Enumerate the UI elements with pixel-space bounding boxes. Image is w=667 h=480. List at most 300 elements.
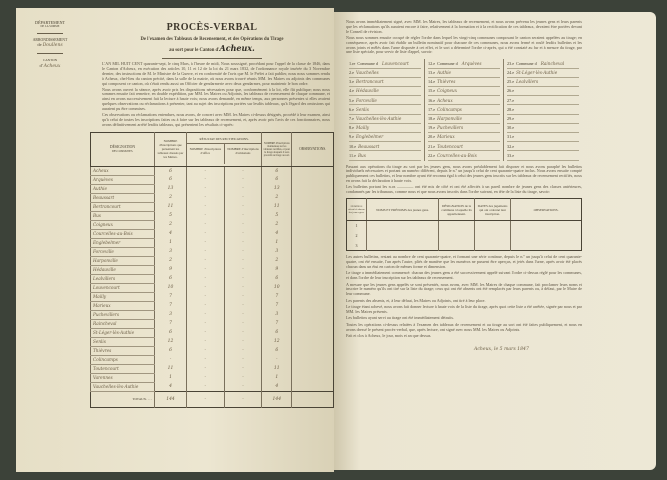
row-number: 3 (355, 242, 358, 248)
commune-name: Vauchelles-lès-Authie (91, 382, 155, 391)
observation-cell (292, 328, 334, 337)
omis-count: - (224, 184, 262, 193)
empty-cell (367, 221, 439, 231)
observation-cell (292, 364, 334, 373)
commune-order-item (349, 151, 421, 160)
empty-cell (367, 241, 439, 251)
omis-count: - (224, 364, 262, 373)
observation-cell (292, 283, 334, 292)
table-row (91, 238, 334, 247)
observation-cell (292, 346, 334, 355)
empty-cell (367, 231, 439, 241)
maintenus-count: 3 (262, 247, 292, 256)
office-count: - (187, 175, 225, 184)
office-count: - (187, 184, 225, 193)
commune-name: Acheux (91, 166, 155, 175)
commune-order-item (428, 78, 500, 87)
inscrits-count: 4 (155, 229, 187, 238)
commune-name: Louvencourt (382, 60, 409, 66)
office-count: - (187, 247, 225, 256)
paragraph: Les bulletins portant les n.os ———— ont été mis de côté et ont été affectés à un pareil nombre de jeunes gens des classes antérieures, condamnés par les tribunaux, comme nous et que nous avons inscrits dans l'ordre suivant, en tête de la liste du tirage, savoir: (346, 184, 582, 195)
commune-name: Vauchelles (356, 70, 379, 76)
commune-order-item (349, 59, 421, 68)
commune-label: Commune d (516, 60, 537, 66)
right-bottom-text (346, 255, 582, 341)
order-number: 21.e (428, 143, 436, 149)
order-number: 2.e (349, 70, 354, 76)
commune-name: Senlis (356, 106, 369, 112)
commune-order-item (507, 87, 579, 96)
commune-order-item (428, 69, 500, 78)
commune-name: Arquèves (461, 60, 482, 66)
omis-count: - (224, 166, 262, 175)
total-label: TOTAUX. . . . (132, 397, 152, 402)
inscrits-count: 6 (155, 274, 187, 283)
col-dates: DATES des jugements qui ont ordonné leur inscription. (475, 199, 511, 221)
recensement-table (90, 132, 334, 408)
observation-cell (292, 256, 334, 265)
commune-label: Commune d (437, 60, 458, 66)
commune-name: Hédauville (356, 88, 379, 94)
col-numeros: NUMÉROS affectés à chacun des jeunes gens. (347, 199, 367, 221)
table-row (91, 175, 334, 184)
commune-order-item (507, 69, 579, 78)
table-row (91, 247, 334, 256)
inscrits-count: 6 (155, 346, 187, 355)
canton-label: CANTON (42, 58, 58, 63)
commune-order-item (349, 69, 421, 78)
commune-order-item (428, 115, 500, 124)
empty-cell (511, 241, 582, 251)
inscrits-count: 12 (155, 337, 187, 346)
paragraph: Les autres bulletins, restant au nombre de cent quarante-quatre, et formant une série continue, depuis le n.º un jusqu'à celui de cent quarante-quatre, ont été ensuite, l'un après l'autre, pliés de manière que les numéros ne pussent être aperçus, et jetés dans l'urne, après avoir été placés chacun dans un étui en carton de mêmes forme et dimension. (346, 254, 582, 269)
maintenus-count: 6 (262, 328, 292, 337)
commune-name: Thièvres (91, 346, 155, 355)
col-noms: NOMS ET PRÉNOMS des jeunes gens. (367, 199, 439, 221)
office-count: - (187, 193, 225, 202)
table-row (91, 283, 334, 292)
commune-order-item (428, 96, 500, 105)
office-count: - (187, 256, 225, 265)
office-count: - (187, 292, 225, 301)
inscrits-count: 11 (155, 364, 187, 373)
commune-order-item (507, 115, 579, 124)
office-count: - (187, 283, 225, 292)
table-row (91, 319, 334, 328)
inscrits-count: 1 (155, 373, 187, 382)
commune-name: Colincamps (91, 355, 155, 364)
commune-name: Vauchelles-lès-Authie (356, 116, 402, 122)
maintenus-count: 1 (262, 373, 292, 382)
col-omis: NOMBRE d'inscriptions d'omissions (227, 146, 259, 155)
observation-cell (292, 184, 334, 193)
commune-column (346, 59, 425, 160)
inscrits-count: 2 (155, 256, 187, 265)
order-number: 7.e (349, 116, 354, 122)
commune-name: Puchevillers (437, 125, 464, 131)
commune-name: Senlis (91, 337, 155, 346)
inscrits-count: 11 (155, 202, 187, 211)
maintenus-count: 7 (262, 292, 292, 301)
maintenus-count: 2 (262, 193, 292, 202)
col-maintenus: NOMBRE d'inscriptions maintenues sur les tableaux rectifiés, et pour le tirage desquels il sera procédé au tirage au sort. (262, 132, 292, 166)
commune-name: Mailly (91, 292, 155, 301)
empty-cell (439, 221, 475, 231)
commune-name: Varennes (91, 373, 155, 382)
table-row (91, 301, 334, 310)
order-number: 31.e (507, 134, 515, 140)
order-number: 9.e (349, 134, 354, 140)
col-observations: OBSERVATIONS. (292, 132, 334, 166)
maintenus-count: - (262, 355, 292, 364)
omis-count: - (224, 355, 262, 364)
omis-count: - (224, 346, 262, 355)
commune-order-item (428, 59, 500, 68)
empty-cell (475, 231, 511, 241)
order-number: 24.e (507, 70, 515, 76)
order-number: 17.e (428, 106, 436, 112)
subtitle (90, 37, 334, 56)
total-omis: - (224, 391, 262, 407)
empty-cell (439, 231, 475, 241)
commune-order-item (349, 96, 421, 105)
office-count: - (187, 355, 225, 364)
maintenus-count: 12 (262, 337, 292, 346)
empty-cell (511, 221, 582, 231)
omis-count: - (224, 211, 262, 220)
observation-cell (292, 292, 334, 301)
commune-name: Marieux (437, 134, 455, 140)
commune-name: Bus (357, 152, 366, 158)
inscrits-count: 2 (155, 193, 187, 202)
inscrits-count: 4 (155, 382, 187, 391)
commune-name: Courcelles-au-Bois (91, 229, 155, 238)
inscrits-count: 6 (155, 328, 187, 337)
maintenus-count: 9 (262, 265, 292, 274)
commune-name: Bus (91, 211, 155, 220)
subtitle-line-2: au sort pour le Canton d' (169, 48, 220, 53)
table-row (91, 166, 334, 175)
commune-name: Marieux (91, 301, 155, 310)
table-row (91, 292, 334, 301)
divider (37, 33, 63, 34)
inscrits-count: 13 (155, 184, 187, 193)
order-number: 11.e (349, 152, 356, 158)
office-count: - (187, 310, 225, 319)
row-number: 2 (355, 233, 358, 239)
empty-cell (439, 241, 475, 251)
inscrits-count: 7 (155, 292, 187, 301)
observation-cell (292, 337, 334, 346)
commune-label: Commune d (357, 60, 378, 66)
page-title: PROCÈS-VERBAL (166, 22, 258, 33)
commune-column (425, 59, 504, 160)
order-number: 12.e (428, 60, 436, 66)
arrondissement-value: Doullens (42, 43, 63, 49)
maintenus-count: 6 (262, 175, 292, 184)
paragraph: Toutes les opérations ci-dessus relatées à l'examen des tableaux de recensement et au tirage au sort ont été faites publiquement, et nous en avons dressé le présent procès-verbal, que, après lecture, ont signé avec nous MM. les Maires ou Adjoints. (346, 321, 582, 332)
omis-count: - (224, 382, 262, 391)
commune-order-item (428, 87, 500, 96)
right-mid-text (346, 165, 582, 195)
commune-name: Thièvres (437, 79, 456, 85)
omis-count: - (224, 373, 262, 382)
omis-count: - (224, 292, 262, 301)
canton-prefix: d' (39, 62, 43, 68)
commune-order-item (349, 115, 421, 124)
paragraph: Nous nous sommes ensuite occupé de régler l'ordre dans lequel les vingt-cinq communes composant le canton seraient appelées au tirage; en conséquence, après avoir fait établir un bulletin nominatif pour chacune de ces communes, nous avons fermé et roulé lesdits bulletins et les avons joints et mêlés dans l'urne disposée à cet effet, et le sort a déterminé l'ordre ci-après, qui a été constaté au fur et à mesure du tirage, par une liste spéciale, pour servir de liste d'appel, savoir: (346, 34, 582, 55)
observation-cell (292, 274, 334, 283)
inscrits-count: 1 (155, 238, 187, 247)
order-number: 28.e (507, 106, 515, 112)
commune-name: Raincheval (91, 319, 155, 328)
omis-count: - (224, 283, 262, 292)
order-number: 26.e (507, 88, 515, 94)
commune-order-item (507, 78, 579, 87)
maintenus-count: 7 (262, 319, 292, 328)
canton-handwritten: Acheux. (219, 43, 255, 53)
observation-cell (292, 229, 334, 238)
observation-cell (292, 166, 334, 175)
observation-cell (292, 382, 334, 391)
order-number: 20.e (428, 134, 436, 140)
signature: Acheux, le 5 mars 1847 (474, 346, 529, 352)
intro-text (90, 62, 334, 128)
maintenus-count: 6 (262, 346, 292, 355)
maintenus-count: 11 (262, 202, 292, 211)
order-number: 1.re (349, 60, 356, 66)
col-inscrits: NOMBRE d'inscriptions que présentent les tableaux dressés par les Maires. (155, 132, 187, 166)
arrondissement-prefix: de (37, 42, 42, 48)
commune-name: Beaussart (358, 143, 380, 149)
col-designation: DÉSIGNATION DES COMMUNES. (91, 132, 155, 166)
total-office: - (187, 391, 225, 407)
table-row (91, 346, 334, 355)
order-number: 29.e (507, 116, 515, 122)
observation-cell (292, 247, 334, 256)
table-row (347, 241, 582, 251)
observation-cell (292, 265, 334, 274)
inscrits-count: 5 (155, 211, 187, 220)
maintenus-count: 2 (262, 256, 292, 265)
commune-order-item (349, 78, 421, 87)
observation-cell (292, 301, 334, 310)
subtitle-line-1: De l'examen des Tableaux de Recensement, et des Opérations du Tirage (140, 37, 284, 42)
inscrits-count: 3 (155, 310, 187, 319)
commune-name: Bertrancourt (356, 79, 384, 85)
table-row (91, 328, 334, 337)
department-value: DE LA SOMME (40, 25, 60, 28)
order-number: 8.e (349, 125, 354, 131)
commune-name: Beaussart (91, 193, 155, 202)
total-maintenus: 144 (262, 391, 292, 407)
office-count: - (187, 211, 225, 220)
maintenus-count: 3 (262, 310, 292, 319)
office-count: - (187, 202, 225, 211)
maintenus-count: 6 (262, 274, 292, 283)
inscrits-count: 6 (155, 166, 187, 175)
commune-name: Authie (91, 184, 155, 193)
order-number: 19.e (428, 125, 436, 131)
commune-name: Toutencourt (437, 143, 463, 149)
commune-order-item (507, 142, 579, 151)
commune-name: Colincamps (437, 106, 462, 112)
arrondissement-label: ARRONDISSEMENT (32, 37, 68, 42)
inscrits-count: 2 (155, 220, 187, 229)
omis-count: - (224, 274, 262, 283)
order-number: 27.e (507, 97, 515, 103)
office-count: - (187, 220, 225, 229)
commune-name: Courcelles-au-Bois (437, 152, 477, 158)
order-number: 16.e (428, 97, 436, 103)
maintenus-count: 1 (262, 238, 292, 247)
order-number: 18.e (428, 116, 436, 122)
right-main-column (346, 20, 582, 353)
paragraph: A mesure que les jeunes gens appelés se sont présentés, nous avons, avec MM. les Maires de chaque commune, fait proclamer leurs noms et inscrire le numéro qu'ils ont tiré sur la liste du tirage; ceux qui ont été absents ont été remplacés par leurs parents ou, à défaut, par le Maire de leur commune. (346, 281, 582, 297)
table-row (347, 231, 582, 241)
omis-count: - (224, 310, 262, 319)
total-inscrits: 144 (155, 391, 187, 407)
office-count: - (187, 319, 225, 328)
row-number: 1 (355, 223, 358, 229)
table-row (91, 337, 334, 346)
commune-order-item (507, 105, 579, 114)
omis-count: - (224, 247, 262, 256)
commune-draw-order (346, 59, 582, 160)
table-row (91, 382, 334, 391)
commune-name: Puchevillers (91, 310, 155, 319)
commune-name: Englebelmer (91, 238, 155, 247)
order-number: 6.e (349, 106, 354, 112)
office-count: - (187, 301, 225, 310)
omis-count: - (224, 265, 262, 274)
omis-count: - (224, 256, 262, 265)
divider (162, 58, 262, 59)
inscrits-count: 6 (155, 175, 187, 184)
left-page (16, 8, 334, 472)
commune-name: Toutencourt (91, 364, 155, 373)
order-number: 10.e (349, 143, 357, 149)
observation-cell (292, 319, 334, 328)
commune-order-item (428, 151, 500, 160)
office-count: - (187, 166, 225, 175)
table-row (91, 211, 334, 220)
office-count: - (187, 328, 225, 337)
sidebar-admin (20, 20, 80, 70)
col-commune: DÉSIGNATION de la commune à laquelle ils appartiennent. (439, 199, 475, 221)
table-row (91, 373, 334, 382)
omis-count: - (224, 301, 262, 310)
order-number: 5.e (349, 97, 354, 103)
order-number: 25.e (507, 79, 515, 85)
maintenus-count: 4 (262, 382, 292, 391)
commune-name: Hédauville (91, 265, 155, 274)
commune-name: Acheux (437, 97, 453, 103)
observation-cell (292, 220, 334, 229)
observation-cell (292, 310, 334, 319)
commune-name: Lealvillers (91, 274, 155, 283)
paragraph: Les bulletins ayant servi au tirage ont été immédiatement détruits. (346, 315, 454, 321)
commune-name: Coigneux (437, 88, 458, 94)
commune-name: Authie (437, 70, 452, 76)
order-number: 23.e (507, 60, 515, 66)
commune-name: St-Léger-lès-Authie (516, 70, 558, 76)
commune-order-item (428, 142, 500, 151)
maintenus-count: 6 (262, 166, 292, 175)
right-page (334, 12, 656, 470)
table-row (91, 310, 334, 319)
maintenus-count: 11 (262, 364, 292, 373)
table-row (91, 193, 334, 202)
paragraph: Le tirage étant achevé, nous avons fait donner lecture à haute voix de la liste du tirage, après quoi cette liste a été arrêtée, signée par nous et par MM. les Maires présents. (346, 304, 582, 315)
table-row (91, 274, 334, 283)
observation-cell (292, 193, 334, 202)
commune-order-item (507, 96, 579, 105)
commune-order-item (428, 133, 500, 142)
commune-order-item (349, 87, 421, 96)
omis-count: - (224, 220, 262, 229)
commune-name: Coigneux (91, 220, 155, 229)
observation-cell (292, 238, 334, 247)
commune-order-item (349, 124, 421, 133)
commune-order-item (507, 133, 579, 142)
office-count: - (187, 373, 225, 382)
office-count: - (187, 274, 225, 283)
left-main-column (90, 22, 334, 408)
empty-cell (475, 241, 511, 251)
empty-cell (511, 231, 582, 241)
table-row (347, 221, 582, 231)
commune-order-item (507, 151, 579, 160)
inscrits-count: 9 (155, 265, 187, 274)
commune-name: Harponville (91, 256, 155, 265)
paragraph: Nous avons ouvert la séance, après avoir pris les dispositions nécessaires pour que, conformément à la loi, elle fût publique; nous nous sommes ensuite fait remettre, en double expédition, par MM. les Maires ou Adjoints, les tableaux de recensement de chaque commune, et ainsi en avons successivement fait la lecture à haute voix; nous avons demandé, en même temps, aux personnes présentes si elles avaient quelques observations ou réclamations à présenter, tant au sujet des inscriptions portées sur lesdits tableaux, qu'à l'égard des omissions qui auraient pu être commises. (102, 86, 330, 112)
paragraph: Ces observations ou réclamations entendues, nous avons, de concert avec MM. les Maires ci-dessus désignés, procédé à leur examen, ainsi qu'à celui de toutes les inscriptions faites ou à faire sur les tableaux de recensement, et, après avoir pris l'avis de ces fonctionnaires, nous avons définitivement arrêté lesdits tableaux, qui présentent les résultats ci-après: (102, 112, 330, 127)
inscrits-count: 7 (155, 301, 187, 310)
omis-count: - (224, 328, 262, 337)
jeunes-gens-table (346, 198, 582, 251)
office-count: - (187, 382, 225, 391)
commune-order-item (507, 124, 579, 133)
office-count: - (187, 238, 225, 247)
observation-cell (292, 202, 334, 211)
commune-name: Englebelmer (356, 134, 384, 140)
commune-order-item (349, 105, 421, 114)
col-rectifications: RÉSULTAT DES RECTIFICATIONS. NOMBRE d'inscriptions d'office NOMBRE d'inscriptions d'omissions (187, 132, 262, 166)
table-row (91, 220, 334, 229)
commune-order-item (428, 105, 500, 114)
paragraph: Fait et clos à Acheux, le jour, mois et an que dessus. (346, 333, 432, 339)
order-number: 33.e (507, 152, 515, 158)
canton-value: Acheux (43, 63, 61, 69)
table-row (91, 256, 334, 265)
order-number: 14.e (428, 79, 436, 85)
observation-cell (292, 211, 334, 220)
order-number: 30.e (507, 125, 515, 131)
observation-cell (292, 175, 334, 184)
maintenus-count: 4 (262, 229, 292, 238)
inscrits-count: - (155, 355, 187, 364)
commune-name: Mailly (356, 125, 370, 131)
paragraph: Passant aux opérations du tirage au sort par les jeunes gens, nous avons préalablement fait disposer et nous avons paraphé les bulletins individuels nécessaires et portant un numéro différent, depuis le n.º un jusqu'à celui de cent quarante-quatre inclus. Nous avons ensuite compté publiquement ces bulletins, et leur nombre ayant été reconnu égal à celui des jeunes gens inscrits sur les tableaux de recensement rectifiés, nous en avons fait la déclaration à haute voix. (346, 163, 582, 184)
omis-count: - (224, 193, 262, 202)
commune-name: Lealvillers (516, 79, 539, 85)
table-row (91, 355, 334, 364)
right-top-text (346, 20, 582, 55)
department-label: DÉPARTEMENT (34, 20, 66, 25)
table-row (91, 229, 334, 238)
table-row (91, 265, 334, 274)
